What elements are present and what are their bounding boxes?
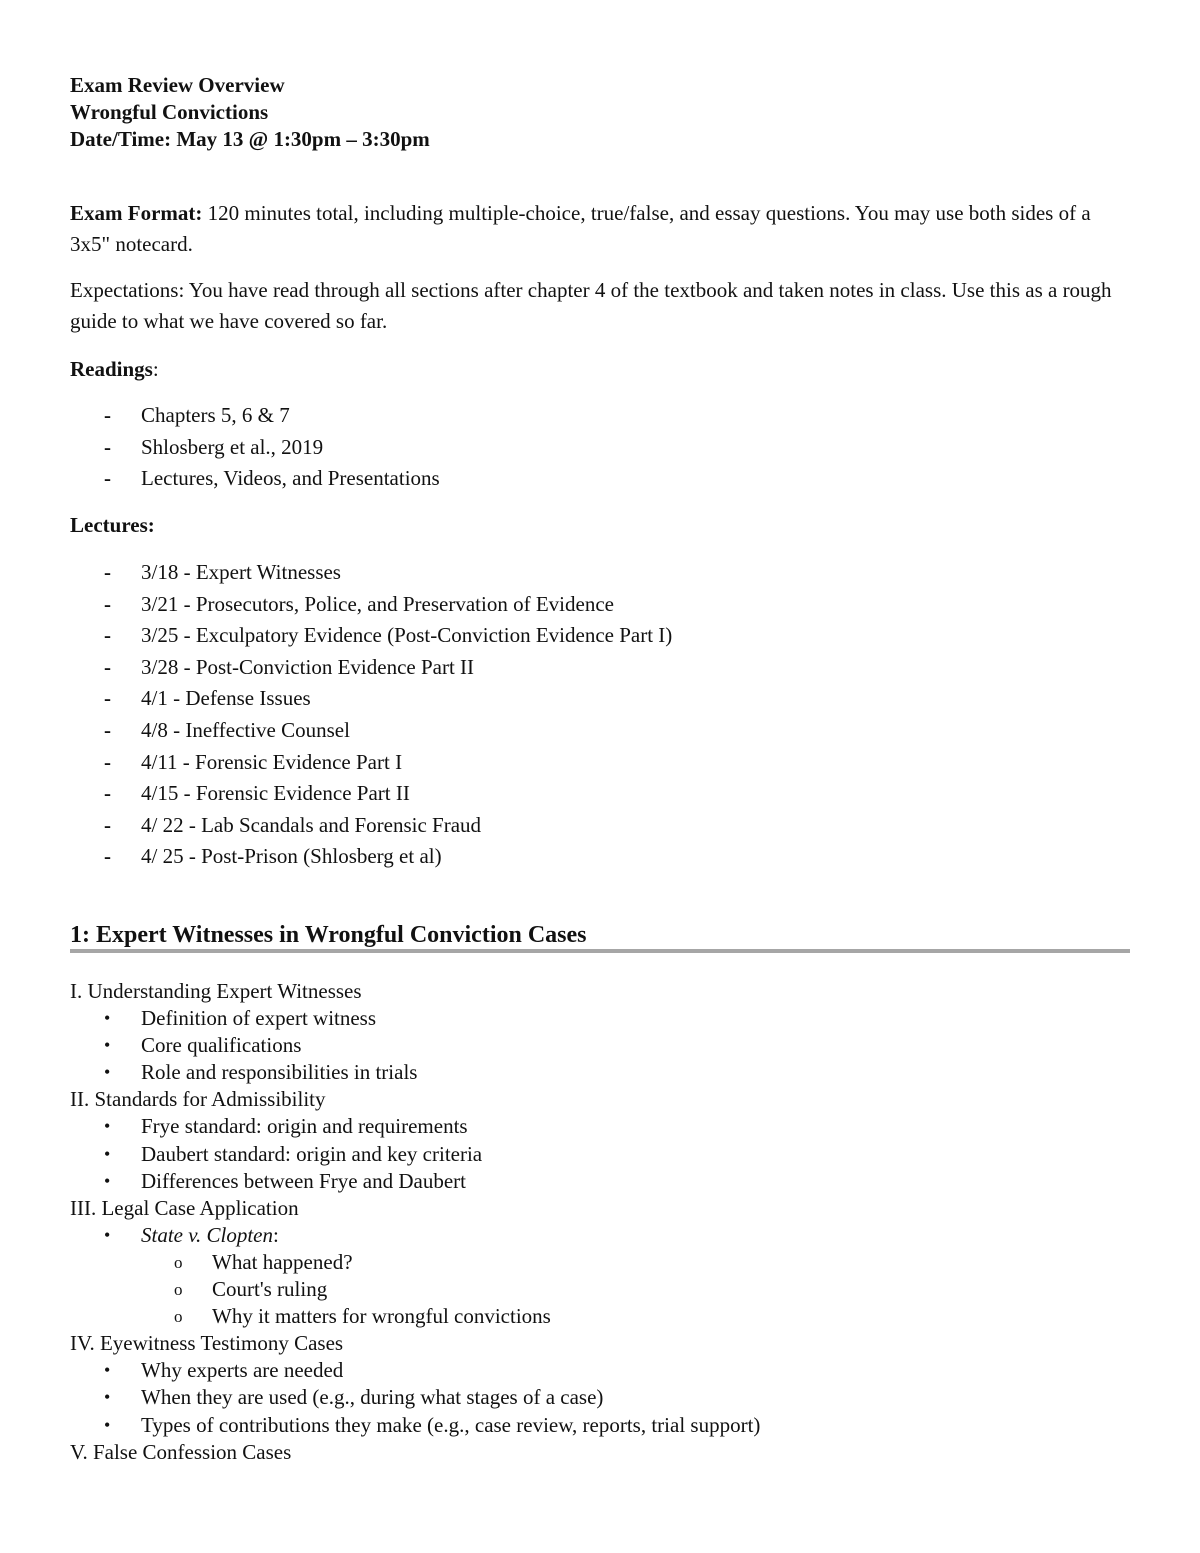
list-item: - 4/11 - Forensic Evidence Part I [104,749,403,774]
exam-format-text: 120 minutes total, including multiple-choice, true/false, and essay questions. You may use both sides of a 3x5" notecard. [70,201,1091,256]
course-name: Wrongful Convictions [70,100,269,124]
lectures-list [70,557,672,873]
list-item: - 4/15 - Forensic Evidence Part II [104,781,410,806]
outline-item: o Court's ruling [70,1276,760,1303]
outline-item: • When they are used (e.g., during what stages of a case) [70,1384,760,1411]
list-item: - 3/28 - Post-Conviction Evidence Part II [104,654,475,679]
section-divider [70,949,1130,953]
bullet-icon: • [104,1224,111,1245]
bullet-icon: • [104,1170,111,1191]
readings-label: Readings: [70,357,159,381]
doc-title: Exam Review Overview [70,73,285,97]
outline-heading: V. False Confession Cases [70,1439,292,1464]
outline-item: • Definition of expert witness [70,1005,760,1032]
circle-bullet-icon: o [174,1307,183,1327]
readings-list [70,400,440,495]
bullet-icon: • [104,1116,111,1137]
list-item: - 3/25 - Exculpatory Evidence (Post-Conviction Evidence Part I) [104,623,673,648]
exam-format-label: Exam Format: [70,201,203,225]
bullet-icon: • [104,1360,111,1381]
outline-heading: II. Standards for Admissibility [70,1087,326,1112]
bullet-icon: • [104,1062,111,1083]
section-1-title: 1: Expert Witnesses in Wrongful Conviction Cases [70,922,587,948]
outline-item: • Daubert standard: origin and key criteria [70,1141,760,1168]
outline-item: • Role and responsibilities in trials [70,1059,760,1086]
list-item: - 4/8 - Ineffective Counsel [104,717,350,742]
lectures-label: Lectures: [70,513,155,537]
outline-item: • Core qualifications [70,1032,760,1059]
bullet-icon: • [104,1414,111,1435]
exam-datetime: Date/Time: May 13 @ 1:30pm – 3:30pm [70,127,430,151]
outline-item: • Differences between Frye and Daubert [70,1168,760,1195]
outline-item: o Why it matters for wrongful convictions [70,1303,760,1330]
bullet-icon: • [104,1035,111,1056]
outline-item: • Types of contributions they make (e.g., case review, reports, trial support) [70,1412,760,1439]
circle-bullet-icon: o [174,1280,183,1300]
list-item: - 4/1 - Defense Issues [104,686,311,711]
list-item: - Shlosberg et al., 2019 [104,434,324,459]
outline-heading: I. Understanding Expert Witnesses [70,979,362,1003]
outline-item: • Frye standard: origin and requirements [70,1113,760,1140]
outline-item: o What happened? [70,1249,760,1276]
bullet-icon: • [104,1008,111,1029]
outline-item: • State v. Clopten: [70,1222,760,1249]
list-item: - 4/ 22 - Lab Scandals and Forensic Fraud [104,812,482,837]
outline-heading: III. Legal Case Application [70,1195,299,1220]
list-item: - 4/ 25 - Post-Prison (Shlosberg et al) [104,844,442,869]
list-item: - 3/21 - Prosecutors, Police, and Preservation of Evidence [104,591,614,616]
list-item: - 3/18 - Expert Witnesses [104,560,341,584]
exam-format-paragraph [70,198,1130,260]
bullet-icon: • [104,1387,111,1408]
list-item: - Lectures, Videos, and Presentations [104,466,440,491]
expectations-paragraph: Expectations: You have read through all sections after chapter 4 of the textbook and taken notes in class. Use this as a rough guide to what we have covered so far. [70,278,1112,333]
outline-item: • Why experts are needed [70,1357,760,1384]
circle-bullet-icon: o [174,1252,183,1272]
outline-heading: IV. Eyewitness Testimony Cases [70,1331,344,1356]
section-1-outline [70,978,760,1466]
list-item: - Chapters 5, 6 & 7 [104,403,290,427]
bullet-icon: • [104,1143,111,1164]
